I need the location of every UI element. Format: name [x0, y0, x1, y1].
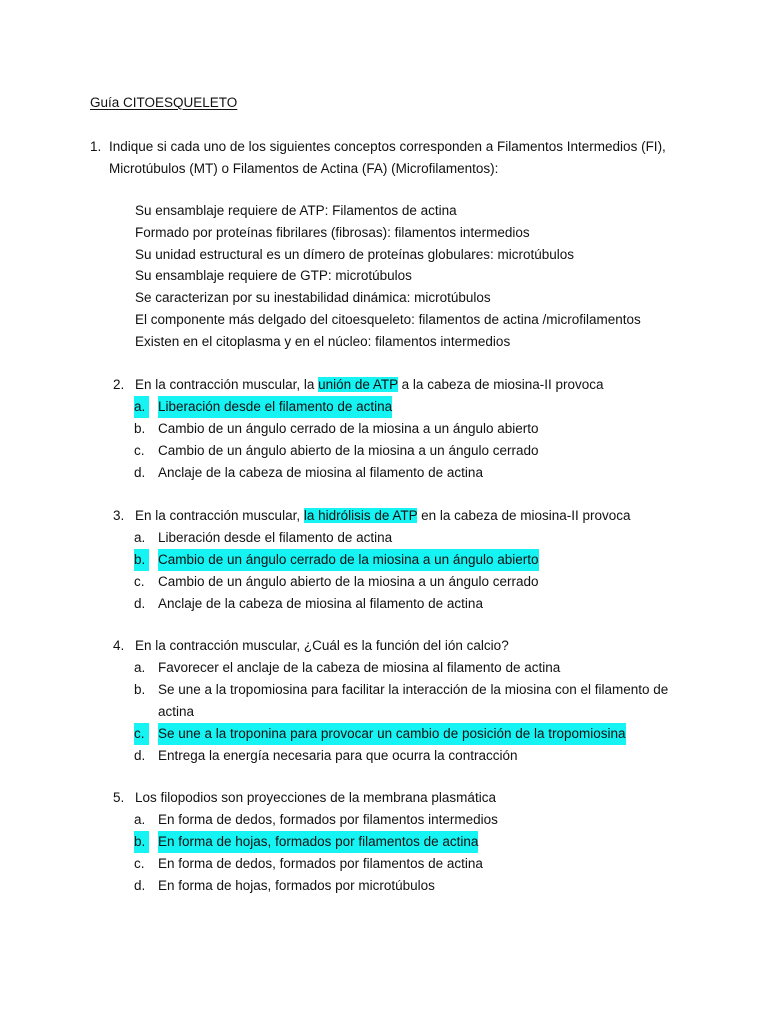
option-text: En forma de hojas, formados por filamentos de actina [158, 831, 478, 853]
option-text: Liberación desde el filamento de actina [158, 530, 393, 545]
option-letter: d. [134, 748, 146, 763]
question-stem [113, 374, 713, 396]
stem-text: En la contracción muscular, [135, 508, 304, 523]
option-letter: b. [134, 831, 149, 853]
option-letter: d. [134, 465, 146, 480]
question-number: 3. [113, 508, 125, 523]
option-text: En forma de hojas, formados por microtúbulos [158, 878, 435, 893]
option-letter: a. [134, 396, 149, 418]
concept-item: Su ensamblaje requiere de GTP: microtúbulos [135, 268, 412, 284]
option-text: Cambio de un ángulo cerrado de la miosina a un ángulo abierto [158, 421, 539, 436]
option-letter: a. [134, 530, 146, 545]
question-1 [90, 136, 710, 180]
question-3 [113, 505, 713, 615]
option-text: Favorecer el anclaje de la cabeza de miosina al filamento de actina [158, 660, 561, 675]
option-text: Cambio de un ángulo abierto de la miosina a un ángulo cerrado [158, 574, 539, 589]
stem-text: en la cabeza de miosina-II provoca [417, 508, 631, 523]
question-number: 5. [113, 790, 125, 805]
stem-text: a la cabeza de miosina-II provoca [397, 377, 604, 392]
option-letter: b. [134, 682, 146, 697]
stem-highlight: unión de ATP [318, 377, 398, 392]
option-letter: d. [134, 878, 146, 893]
question-4 [113, 635, 713, 767]
answer-option-d [113, 745, 713, 767]
answer-option-a [113, 527, 713, 549]
question-2 [113, 374, 713, 484]
answer-option-c [113, 440, 713, 462]
answer-option-d [113, 593, 713, 615]
answer-option-c [113, 723, 713, 745]
option-letter: a. [134, 812, 146, 827]
option-text: En forma de dedos, formados por filamentos intermedios [158, 812, 498, 827]
option-text: Anclaje de la cabeza de miosina al filamento de actina [158, 465, 483, 480]
concept-list [135, 200, 735, 353]
option-text: Anclaje de la cabeza de miosina al filamento de actina [158, 596, 483, 611]
answer-option-a [113, 396, 713, 418]
option-letter: b. [134, 549, 149, 571]
option-letter: a. [134, 660, 146, 675]
question-stem [113, 787, 713, 809]
answer-option-c [113, 853, 713, 875]
answer-option-b [113, 549, 713, 571]
question-5 [113, 787, 713, 897]
answer-option-a [113, 809, 713, 831]
option-letter: b. [134, 421, 146, 436]
concept-item: El componente más delgado del citoesqueleto: filamentos de actina /microfilamentos [135, 311, 641, 327]
answer-option-d [113, 875, 713, 897]
option-letter: d. [134, 596, 146, 611]
concept-item: Su ensamblaje requiere de ATP: Filamentos de actina [135, 203, 457, 218]
concept-item: Se caracterizan por su inestabilidad dinámica: microtúbulos [135, 290, 491, 306]
question-number: 4. [113, 638, 125, 653]
question-stem [113, 635, 713, 657]
stem-text: Los filopodios son proyecciones de la membrana plasmática [135, 790, 496, 805]
option-text: Se une a la tropomiosina para facilitar la interacción de la miosina con el filamento de actina [158, 682, 669, 719]
question-stem [113, 505, 713, 527]
option-text: Liberación desde el filamento de actina [158, 396, 392, 418]
stem-highlight: la hidrólisis de ATP [303, 508, 418, 523]
option-text: Entrega la energía necesaria para que ocurra la contracción [158, 748, 518, 763]
question-number: 1. [90, 139, 102, 154]
document-title: Guía CITOESQUELETO [90, 95, 238, 110]
option-letter: c. [134, 856, 145, 871]
answer-option-b [113, 831, 713, 853]
option-letter: c. [134, 574, 145, 589]
stem-text: En la contracción muscular, ¿Cuál es la función del ión calcio? [135, 638, 509, 653]
concept-item: Existen en el citoplasma y en el núcleo: filamentos intermedios [135, 333, 511, 349]
option-text: En forma de dedos, formados por filamentos de actina [158, 856, 483, 871]
concept-item: Formado por proteínas fibrilares (fibrosas): filamentos intermedios [135, 224, 530, 240]
option-letter: c. [134, 723, 149, 745]
concept-item: Su unidad estructural es un dímero de proteínas globulares: microtúbulos [135, 246, 575, 262]
answer-option-b [113, 679, 713, 723]
stem-text: En la contracción muscular, la [135, 377, 319, 392]
option-text: Cambio de un ángulo cerrado de la miosina a un ángulo abierto [158, 549, 539, 571]
option-text: Cambio de un ángulo abierto de la miosina a un ángulo cerrado [158, 443, 539, 458]
question-number: 2. [113, 377, 125, 392]
option-letter: c. [134, 443, 145, 458]
answer-option-a [113, 657, 713, 679]
question-text: Indique si cada uno de los siguientes conceptos corresponden a Filamentos Intermedios (FI), Microtúbulos (MT) o Filamentos de Actina (FA) (Microfilamentos): [109, 139, 666, 176]
answer-option-d [113, 462, 713, 484]
option-text: Se une a la troponina para provocar un cambio de posición de la tropomiosina [158, 723, 626, 745]
answer-option-b [113, 418, 713, 440]
answer-option-c [113, 571, 713, 593]
